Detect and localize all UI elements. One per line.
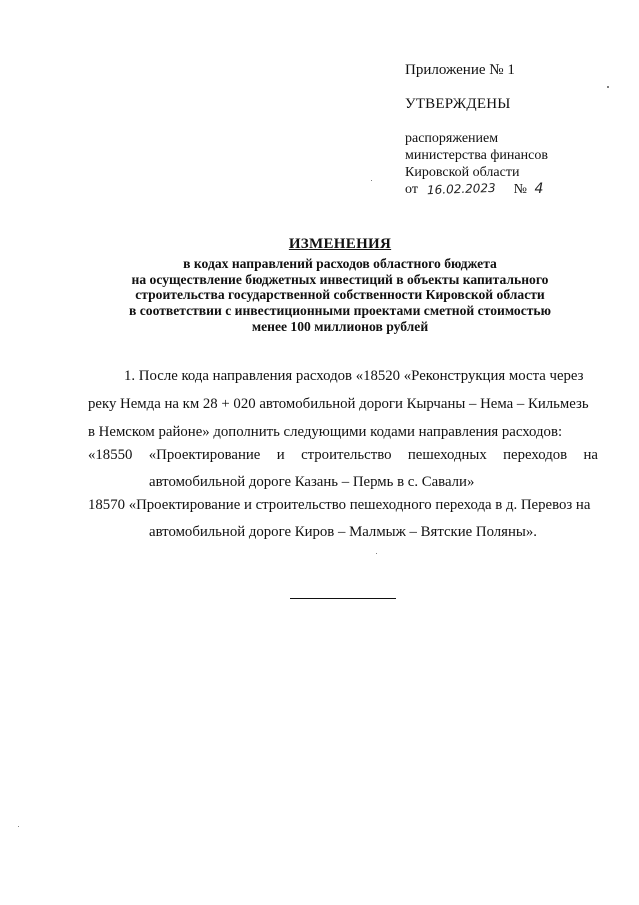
- scan-speck: [18, 826, 19, 827]
- order-reference: [405, 130, 548, 198]
- code-entry-line: автомобильной дороге Киров – Малмыж – Вятские Поляны».: [149, 524, 537, 540]
- title-line: строительства государственной собственности Кировской области: [135, 287, 545, 303]
- order-number-sign: №: [513, 182, 528, 197]
- title-line: в кодах направлений расходов областного бюджета: [183, 255, 497, 271]
- order-date-line: [405, 181, 548, 198]
- paragraph-line: в Немском районе» дополнить следующими кодами направления расходов:: [88, 424, 563, 440]
- paragraph-line: 1. После кода направления расходов «18520 «Реконструкция моста через: [124, 368, 584, 384]
- order-line-1: распоряжением: [405, 131, 499, 146]
- order-line-2: министерства финансов: [405, 148, 548, 163]
- handwritten-date: 16.02.2023: [427, 180, 497, 198]
- approved-label: УТВЕРЖДЕНЫ: [405, 96, 511, 112]
- scan-speck: [607, 86, 609, 88]
- order-line-3: Кировской области: [405, 165, 520, 180]
- code-entry-line: автомобильной дороге Казань – Пермь в с. Савали»: [149, 474, 475, 490]
- handwritten-number: 4: [534, 181, 544, 197]
- scan-speck: [376, 553, 377, 554]
- title-line: на осуществление бюджетных инвестиций в объекты капитального: [131, 271, 549, 287]
- code-entry-line: «18550 «Проектирование и строительство пешеходных переходов на: [88, 447, 598, 463]
- order-from-label: от: [405, 182, 418, 197]
- appendix-label: Приложение № 1: [405, 62, 515, 78]
- paragraph-line: реку Немда на км 28 + 020 автомобильной дороги Кырчаны – Нема – Кильмезь: [88, 396, 589, 412]
- closing-rule: [290, 598, 396, 599]
- code-entry-line: 18570 «Проектирование и строительство пешеходного перехода в д. Перевоз на: [88, 497, 591, 513]
- document-title: [60, 237, 620, 335]
- title-line: в соответствии с инвестиционными проектами сметной стоимостью: [129, 303, 551, 319]
- scan-speck: [371, 180, 372, 181]
- title-line: менее 100 миллионов рублей: [251, 318, 429, 334]
- title-main: ИЗМЕНЕНИЯ: [288, 236, 392, 252]
